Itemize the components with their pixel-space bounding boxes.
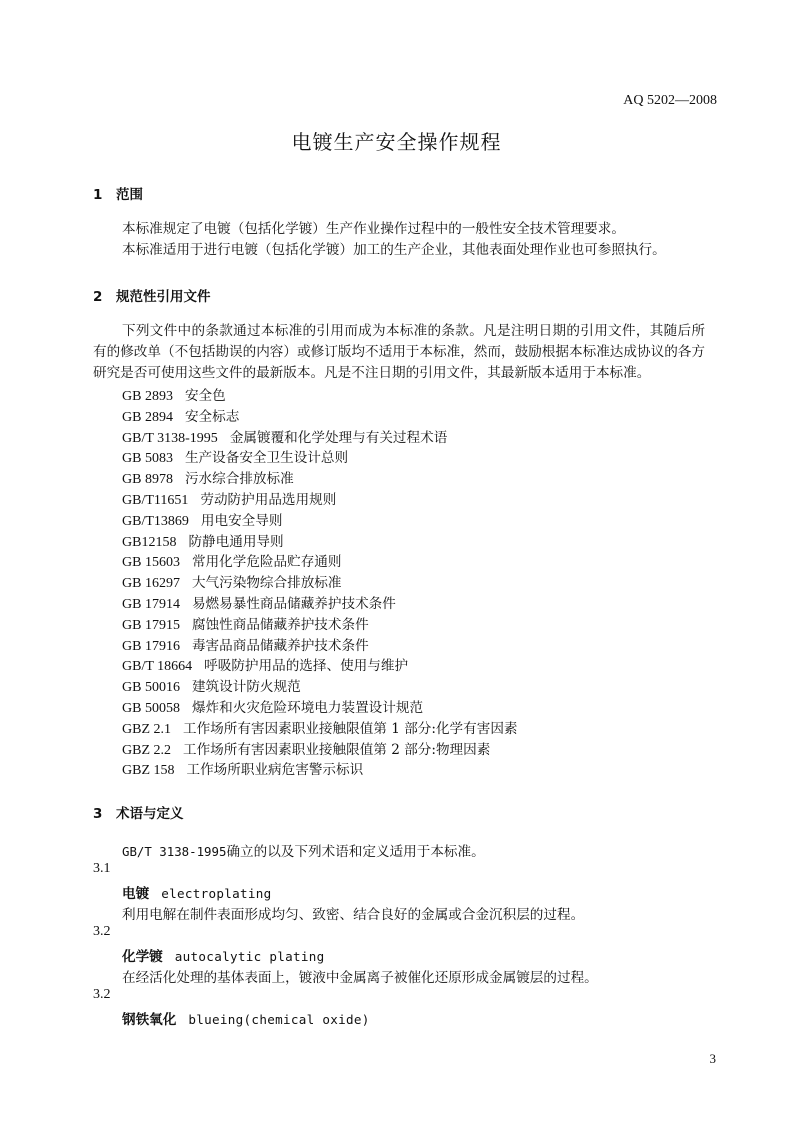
reference-item [122,467,294,488]
reference-item [122,758,363,779]
document-code: AQ 5202—2008 [623,93,717,108]
section-2-heading [93,285,211,305]
reference-title: 建筑设计防火规范 [191,679,301,696]
intro-standard-code: GB/T 3138-1995 [122,844,227,859]
section-3-intro [122,840,485,860]
reference-title: 用电安全导则 [200,512,283,529]
reference-item [122,571,341,592]
reference-title: 毒害品商品储藏养护技术条件 [191,637,369,654]
term-number: 3.1 [93,861,111,876]
reference-title: 常用化学危险品贮存通则 [191,554,342,571]
reference-code: GBZ 158 [122,763,175,779]
term-en: electroplating [161,886,272,901]
reference-code: GB 2894 [122,409,173,425]
section-1-paragraph: 本标准适用于进行电镀（包括化学镀）加工的生产企业，其他表面处理作业也可参照执行。 [122,242,666,258]
section-number: 3 [93,806,103,822]
reference-code: GB/T13869 [122,513,189,529]
reference-code: GB 5083 [122,451,173,467]
section-1-heading [93,183,143,203]
section-title: 规范性引用文件 [116,289,211,305]
page-number: 3 [709,1051,716,1066]
document-title: 电镀生产安全操作规程 [291,130,502,154]
reference-title: 劳动防护用品选用规则 [200,492,337,508]
term-zh: 电镀 [122,886,150,902]
term-definition: 在经活化处理的基体表面上，镀液中金属离子被催化还原形成金属镀层的过程。 [122,970,598,986]
reference-title: 呼吸防护用品的选择、使用与维护 [204,658,409,675]
reference-item [122,613,369,634]
reference-code: GB 17916 [122,638,180,654]
reference-title: 工作场所有害因素职业接触限值第 2 部分:物理因素 [183,741,491,758]
reference-item [122,592,396,613]
reference-item [122,426,447,447]
section-number: 2 [93,289,103,305]
reference-code: GB 8978 [122,472,173,488]
term-number: 3.2 [93,987,111,1002]
section-3-heading [93,802,184,822]
term-entry [122,945,325,965]
reference-title: 易燃易暴性商品储藏养护技术条件 [191,596,396,612]
reference-item [122,696,423,717]
reference-code: GB/T 18664 [122,659,193,675]
reference-item [122,488,336,509]
term-zh: 化学镀 [122,949,163,965]
reference-item [122,634,369,655]
term-number: 3.2 [93,924,111,939]
reference-item [122,738,490,759]
reference-title: 生产设备安全卫生设计总则 [184,450,349,467]
term-en: autocalytic plating [174,949,325,964]
reference-title: 腐蚀性商品储藏养护技术条件 [191,616,369,633]
reference-item [122,530,284,551]
reference-title: 金属镀覆和化学处理与有关过程术语 [229,429,448,446]
reference-item [122,675,301,696]
reference-title: 防静电通用导则 [188,533,284,550]
reference-code: GB 2893 [122,389,173,404]
section-title: 术语与定义 [116,806,184,822]
section-title: 范围 [116,187,143,203]
reference-title: 工作场所有害因素职业接触限值第 1 部分:化学有害因素 [183,720,518,737]
reference-code: GB12158 [122,534,177,550]
reference-item [122,446,348,467]
reference-item [122,509,282,530]
reference-code: GB 15603 [122,555,180,571]
reference-code: GB 17914 [122,597,180,612]
reference-code: GB/T11651 [122,493,189,508]
reference-title: 安全标志 [184,408,240,425]
reference-item [122,550,341,571]
reference-title: 工作场所职业病危害警示标识 [186,762,364,779]
reference-title: 大气污染物综合排放标准 [191,575,342,592]
reference-code: GBZ 2.2 [122,742,171,758]
reference-item [122,405,239,426]
reference-item [122,717,518,738]
reference-item [122,384,226,405]
term-entry [122,1008,370,1028]
reference-title: 安全色 [184,388,226,404]
section-2-intro: 下列文件中的条款通过本标准的引用而成为本标准的条款。凡是注明日期的引用文件，其随后所有的修改单（不包括勘误的内容）或修订版均不适用于本标准，然而，鼓励根据本标准达成协议的各方研究是否可使用这些文件的最新版本。凡是不注日期的引用文件，其最新版本适用于本标准。 [93,323,705,381]
reference-code: GB 17915 [122,617,180,633]
reference-code: GB 50058 [122,701,180,716]
term-en: blueing(chemical oxide) [188,1012,370,1027]
reference-code: GB 50016 [122,680,180,696]
term-definition: 利用电解在制件表面形成均匀、致密、结合良好的金属或合金沉积层的过程。 [122,907,585,923]
reference-title: 爆炸和火灾危险环境电力装置设计规范 [191,700,424,716]
reference-title: 污水综合排放标准 [184,471,294,488]
intro-text: 确立的以及下列术语和定义适用于本标准。 [226,844,485,860]
reference-code: GB 16297 [122,576,180,592]
reference-item [122,654,408,675]
section-number: 1 [93,187,103,203]
section-1-paragraph: 本标准规定了电镀（包括化学镀）生产作业操作过程中的一般性安全技术管理要求。 [122,221,625,237]
term-entry [122,882,272,902]
reference-code: GB/T 3138-1995 [122,430,218,446]
reference-code: GBZ 2.1 [122,721,171,737]
term-zh: 钢铁氧化 [122,1012,177,1028]
